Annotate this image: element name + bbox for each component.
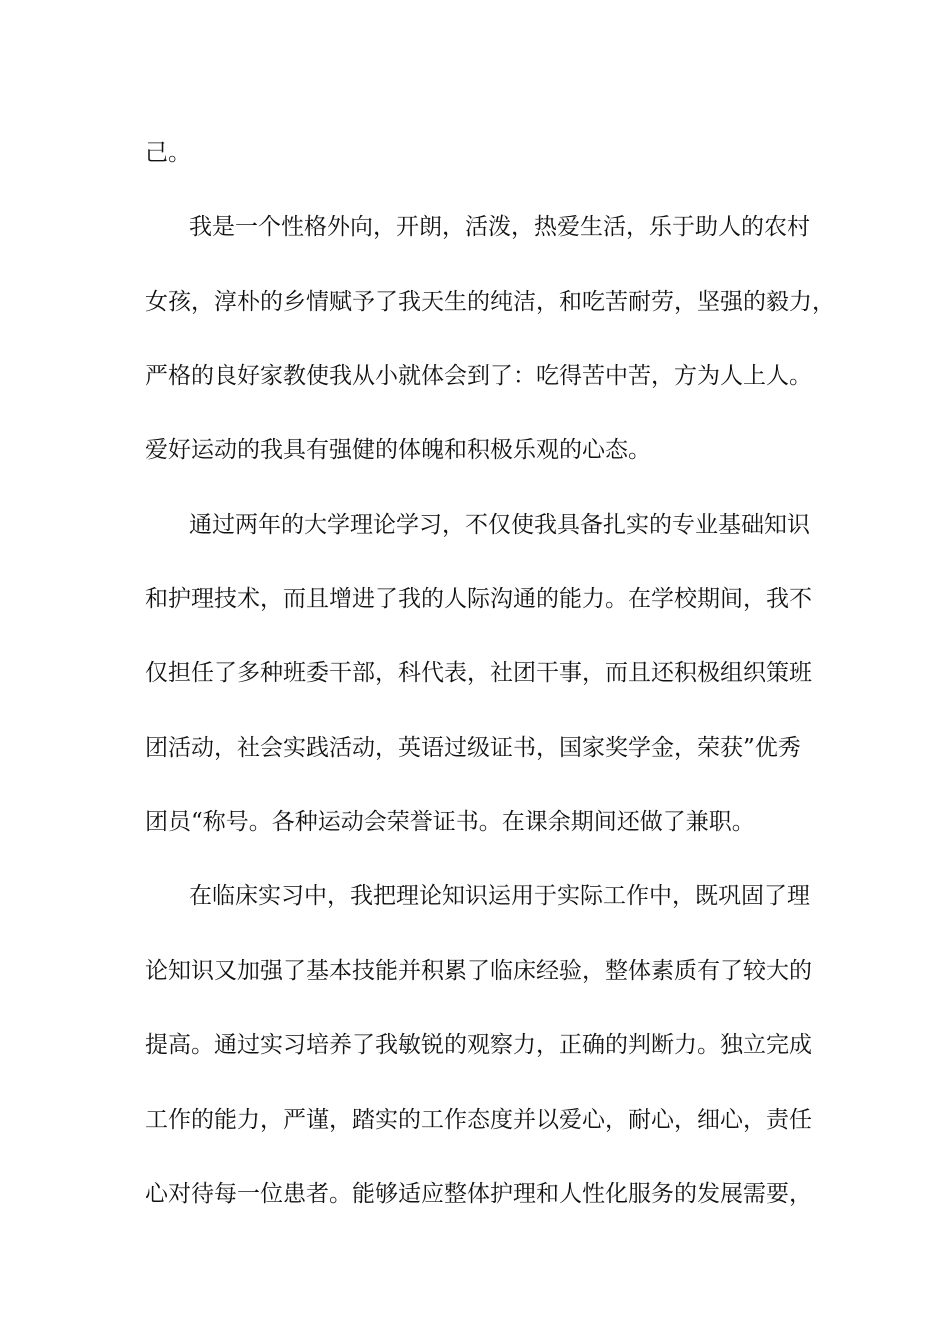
- text-line: 女孩，淳朴的乡情赋予了我天生的纯洁，和吃苦耐劳，坚强的毅力，: [145, 289, 835, 315]
- text-line: 提高。通过实习培养了我敏锐的观察力，正确的判断力。独立完成: [145, 1032, 812, 1058]
- text-line: 仅担任了多种班委干部，科代表，社团干事，而且还积极组织策班: [145, 660, 812, 686]
- text-line: 己。: [145, 140, 191, 166]
- text-line: 团活动，社会实践活动，英语过级证书，国家奖学金，荣获”优秀: [145, 735, 801, 761]
- text-line: 工作的能力，严谨，踏实的工作态度并以爱心，耐心，细心，责任: [145, 1107, 812, 1133]
- paragraph-start-line: 通过两年的大学理论学习，不仅使我具备扎实的专业基础知识: [189, 512, 810, 538]
- text-line: 和护理技术，而且增进了我的人际沟通的能力。在学校期间，我不: [145, 586, 812, 612]
- text-line: 心对待每一位患者。能够适应整体护理和人性化服务的发展需要，: [145, 1181, 812, 1207]
- text-line: 团员“称号。各种运动会荣誉证书。在课余期间还做了兼职。: [145, 809, 755, 835]
- paragraph-start-line: 我是一个性格外向，开朗，活泼，热爱生活，乐于助人的农村: [189, 214, 810, 240]
- text-line: 严格的良好家教使我从小就体会到了：吃得苦中苦，方为人上人。: [145, 363, 812, 389]
- text-line: 论知识又加强了基本技能并积累了临床经验，整体素质有了较大的: [145, 958, 812, 984]
- paragraph-start-line: 在临床实习中，我把理论知识运用于实际工作中，既巩固了理: [189, 883, 810, 909]
- text-line: 爱好运动的我具有强健的体魄和积极乐观的心态。: [145, 437, 651, 463]
